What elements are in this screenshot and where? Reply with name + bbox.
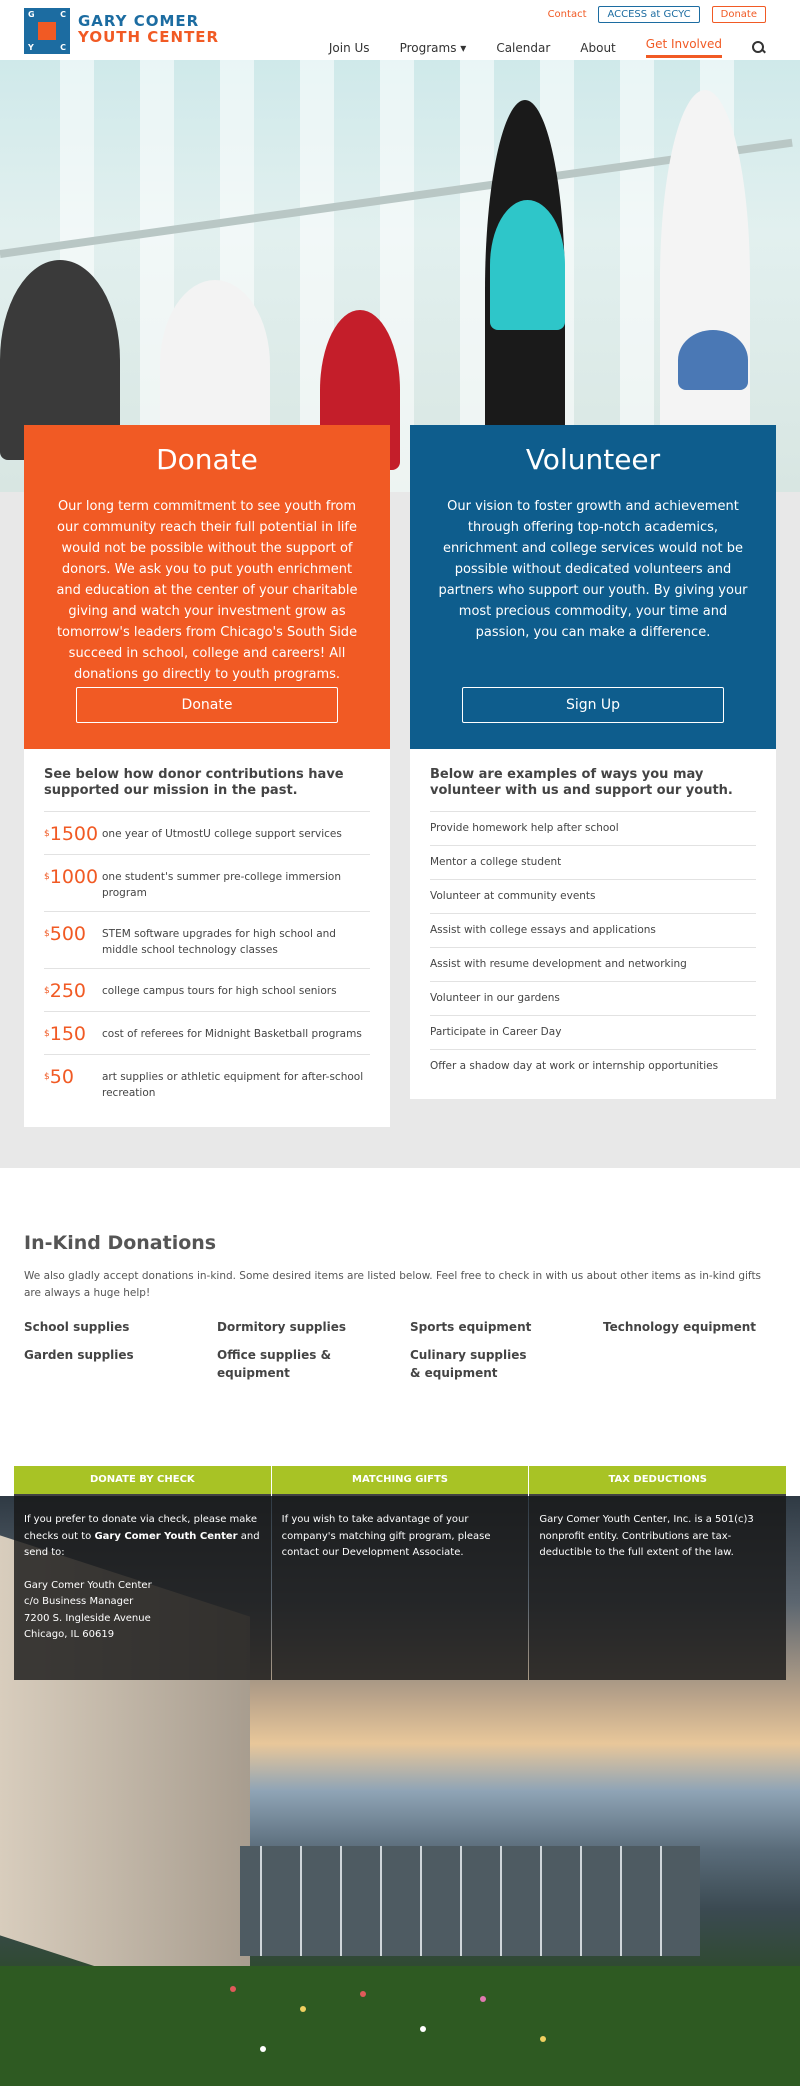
donation-amount: [44, 981, 102, 1001]
donation-description: one year of UtmostU college support services: [102, 828, 342, 840]
volunteer-item: Offer a shadow day at work or internship opportunities: [430, 1049, 756, 1083]
nav-get-involved[interactable]: Get Involved: [646, 37, 722, 58]
currency-symbol: $: [44, 829, 50, 839]
donation-impact-list: [24, 749, 390, 1127]
search-icon[interactable]: [752, 41, 766, 55]
site-header: [0, 0, 800, 60]
currency-symbol: $: [44, 929, 50, 939]
chevron-down-icon: ▾: [460, 40, 467, 55]
donate-card: [24, 425, 390, 749]
donation-amount: [44, 824, 102, 844]
nav-calendar[interactable]: Calendar: [496, 40, 551, 55]
volunteer-item: Volunteer in our gardens: [430, 981, 756, 1015]
volunteer-body: Our vision to foster growth and achievement through offering top-notch academics, enrichment and college services would not be possible without dedicated volunteers and partners who support our youth. By giving your most precious commodity, your time and passion, you can make a difference.: [438, 499, 748, 640]
donation-list-heading: See below how donor contributions have supported our mission in the past.: [44, 767, 344, 798]
volunteer-card: [410, 425, 776, 749]
logo-letter: G: [28, 10, 35, 19]
nav-programs[interactable]: [400, 41, 467, 55]
currency-symbol: $: [44, 872, 50, 882]
inkind-item: Office supplies & equipment: [217, 1348, 332, 1380]
matching-panel-title: MATCHING GIFTS: [272, 1466, 529, 1494]
check-panel-title: DONATE BY CHECK: [14, 1466, 271, 1494]
nav-join-us[interactable]: Join Us: [328, 40, 370, 55]
donation-item: [44, 911, 370, 968]
donation-item: [44, 1011, 370, 1054]
donation-item: [44, 854, 370, 911]
inkind-item: School supplies: [24, 1320, 130, 1334]
donation-description: one student's summer pre-college immersion program: [102, 871, 341, 899]
currency-symbol: $: [44, 986, 50, 996]
volunteer-item: Provide homework help after school: [430, 811, 756, 845]
donation-amount: [44, 1024, 102, 1044]
check-panel: [14, 1466, 271, 1680]
donate-button[interactable]: Donate: [76, 687, 338, 723]
volunteer-item: Participate in Career Day: [430, 1015, 756, 1049]
nav-programs-label: Programs: [399, 40, 457, 55]
volunteer-item: Assist with resume development and networking: [430, 947, 756, 981]
matching-panel: [272, 1466, 529, 1680]
donation-description: art supplies or athletic equipment for after-school recreation: [102, 1071, 364, 1099]
logo-letter: C: [60, 43, 66, 52]
donate-body: Our long term commitment to see youth from our community reach their full potential in life would not be possible without the support of donors. We ask you to put youth enrichment and education at the center of your charitable giving and watch your investment grow as tomorrow's leaders from Chicago's South Side succeed in school, college and careers! All donations go directly to youth programs.: [56, 499, 358, 682]
address-line: 7200 S. Ingleside Avenue: [24, 1612, 151, 1624]
mailing-address: [24, 1578, 261, 1644]
donate-title: Donate: [156, 443, 258, 476]
volunteer-ways-list: [410, 749, 776, 1099]
inkind-item: Technology equipment: [603, 1320, 757, 1334]
volunteer-item: Volunteer at community events: [430, 879, 756, 913]
tax-text: Gary Comer Youth Center, Inc. is a 501(c)3 nonprofit entity. Contributions are tax-deductible to the full extent of the law.: [539, 1514, 754, 1558]
logo-letter: Y: [28, 43, 34, 52]
access-button[interactable]: ACCESS at GCYC: [598, 6, 699, 23]
inkind-item: Culinary supplies & equipment: [410, 1348, 527, 1380]
logo-wordmark[interactable]: [78, 13, 219, 45]
matching-text: If you wish to take advantage of your company's matching gift program, please contact our Development Associate.: [281, 1514, 491, 1558]
inkind-item: Garden supplies: [24, 1348, 134, 1362]
address-line: c/o Business Manager: [24, 1596, 134, 1607]
inkind-body: We also gladly accept donations in-kind. Some desired items are listed below. Feel free to check in with us about other items as in-kind gifts are always a huge help!: [24, 1270, 762, 1299]
contact-link[interactable]: Contact: [547, 9, 587, 20]
volunteer-item: Mentor a college student: [430, 845, 756, 879]
inkind-item: Sports equipment: [410, 1320, 532, 1334]
inkind-section: [24, 1232, 776, 1380]
address-line: Chicago, IL 60619: [24, 1629, 115, 1640]
donation-description: cost of referees for Midnight Basketball programs: [102, 1028, 362, 1040]
amount-value: 250: [49, 980, 86, 1002]
giving-info-panels: [14, 1466, 786, 1680]
main-nav: [329, 37, 766, 58]
check-text: If you prefer to donate via check, please make checks out to: [24, 1514, 257, 1542]
logo-letter: C: [60, 10, 66, 19]
sign-up-button[interactable]: Sign Up: [462, 687, 724, 723]
donation-amount: [44, 924, 102, 944]
logo-line-2: YOUTH CENTER: [78, 28, 220, 46]
nav-about[interactable]: About: [580, 40, 616, 55]
amount-value: 50: [49, 1066, 74, 1088]
donation-item: [44, 811, 370, 854]
tax-panel: [529, 1466, 786, 1680]
amount-value: 500: [49, 923, 86, 945]
donation-description: STEM software upgrades for high school and middle school technology classes: [102, 928, 336, 956]
logo-square: [38, 22, 56, 40]
check-text-end: and send to:: [24, 1530, 260, 1558]
tax-panel-title: TAX DEDUCTIONS: [529, 1466, 786, 1494]
amount-value: 1500: [49, 823, 99, 845]
address-line: Gary Comer Youth Center: [24, 1579, 152, 1591]
inkind-item: Dormitory supplies: [217, 1320, 347, 1334]
header-donate-button[interactable]: Donate: [712, 6, 766, 23]
volunteer-item: Assist with college essays and applications: [430, 913, 756, 947]
currency-symbol: $: [44, 1072, 50, 1082]
donation-amount: [44, 867, 102, 887]
donation-item: [44, 968, 370, 1011]
donation-description: college campus tours for high school seniors: [102, 985, 337, 997]
logo-line-1: GARY COMER: [78, 12, 200, 30]
check-payee: Gary Comer Youth Center: [94, 1530, 238, 1542]
amount-value: 150: [49, 1023, 86, 1045]
volunteer-list-heading: Below are examples of ways you may volunteer with us and support our youth.: [430, 767, 733, 798]
currency-symbol: $: [44, 1029, 50, 1039]
volunteer-title: Volunteer: [525, 443, 661, 476]
amount-value: 1000: [49, 866, 99, 888]
inkind-title: In-Kind Donations: [24, 1232, 217, 1254]
check-instructions: [24, 1512, 261, 1562]
utility-nav: [548, 6, 766, 23]
donation-item: [44, 1054, 370, 1111]
donation-amount: [44, 1067, 102, 1087]
logo[interactable]: [24, 8, 70, 54]
